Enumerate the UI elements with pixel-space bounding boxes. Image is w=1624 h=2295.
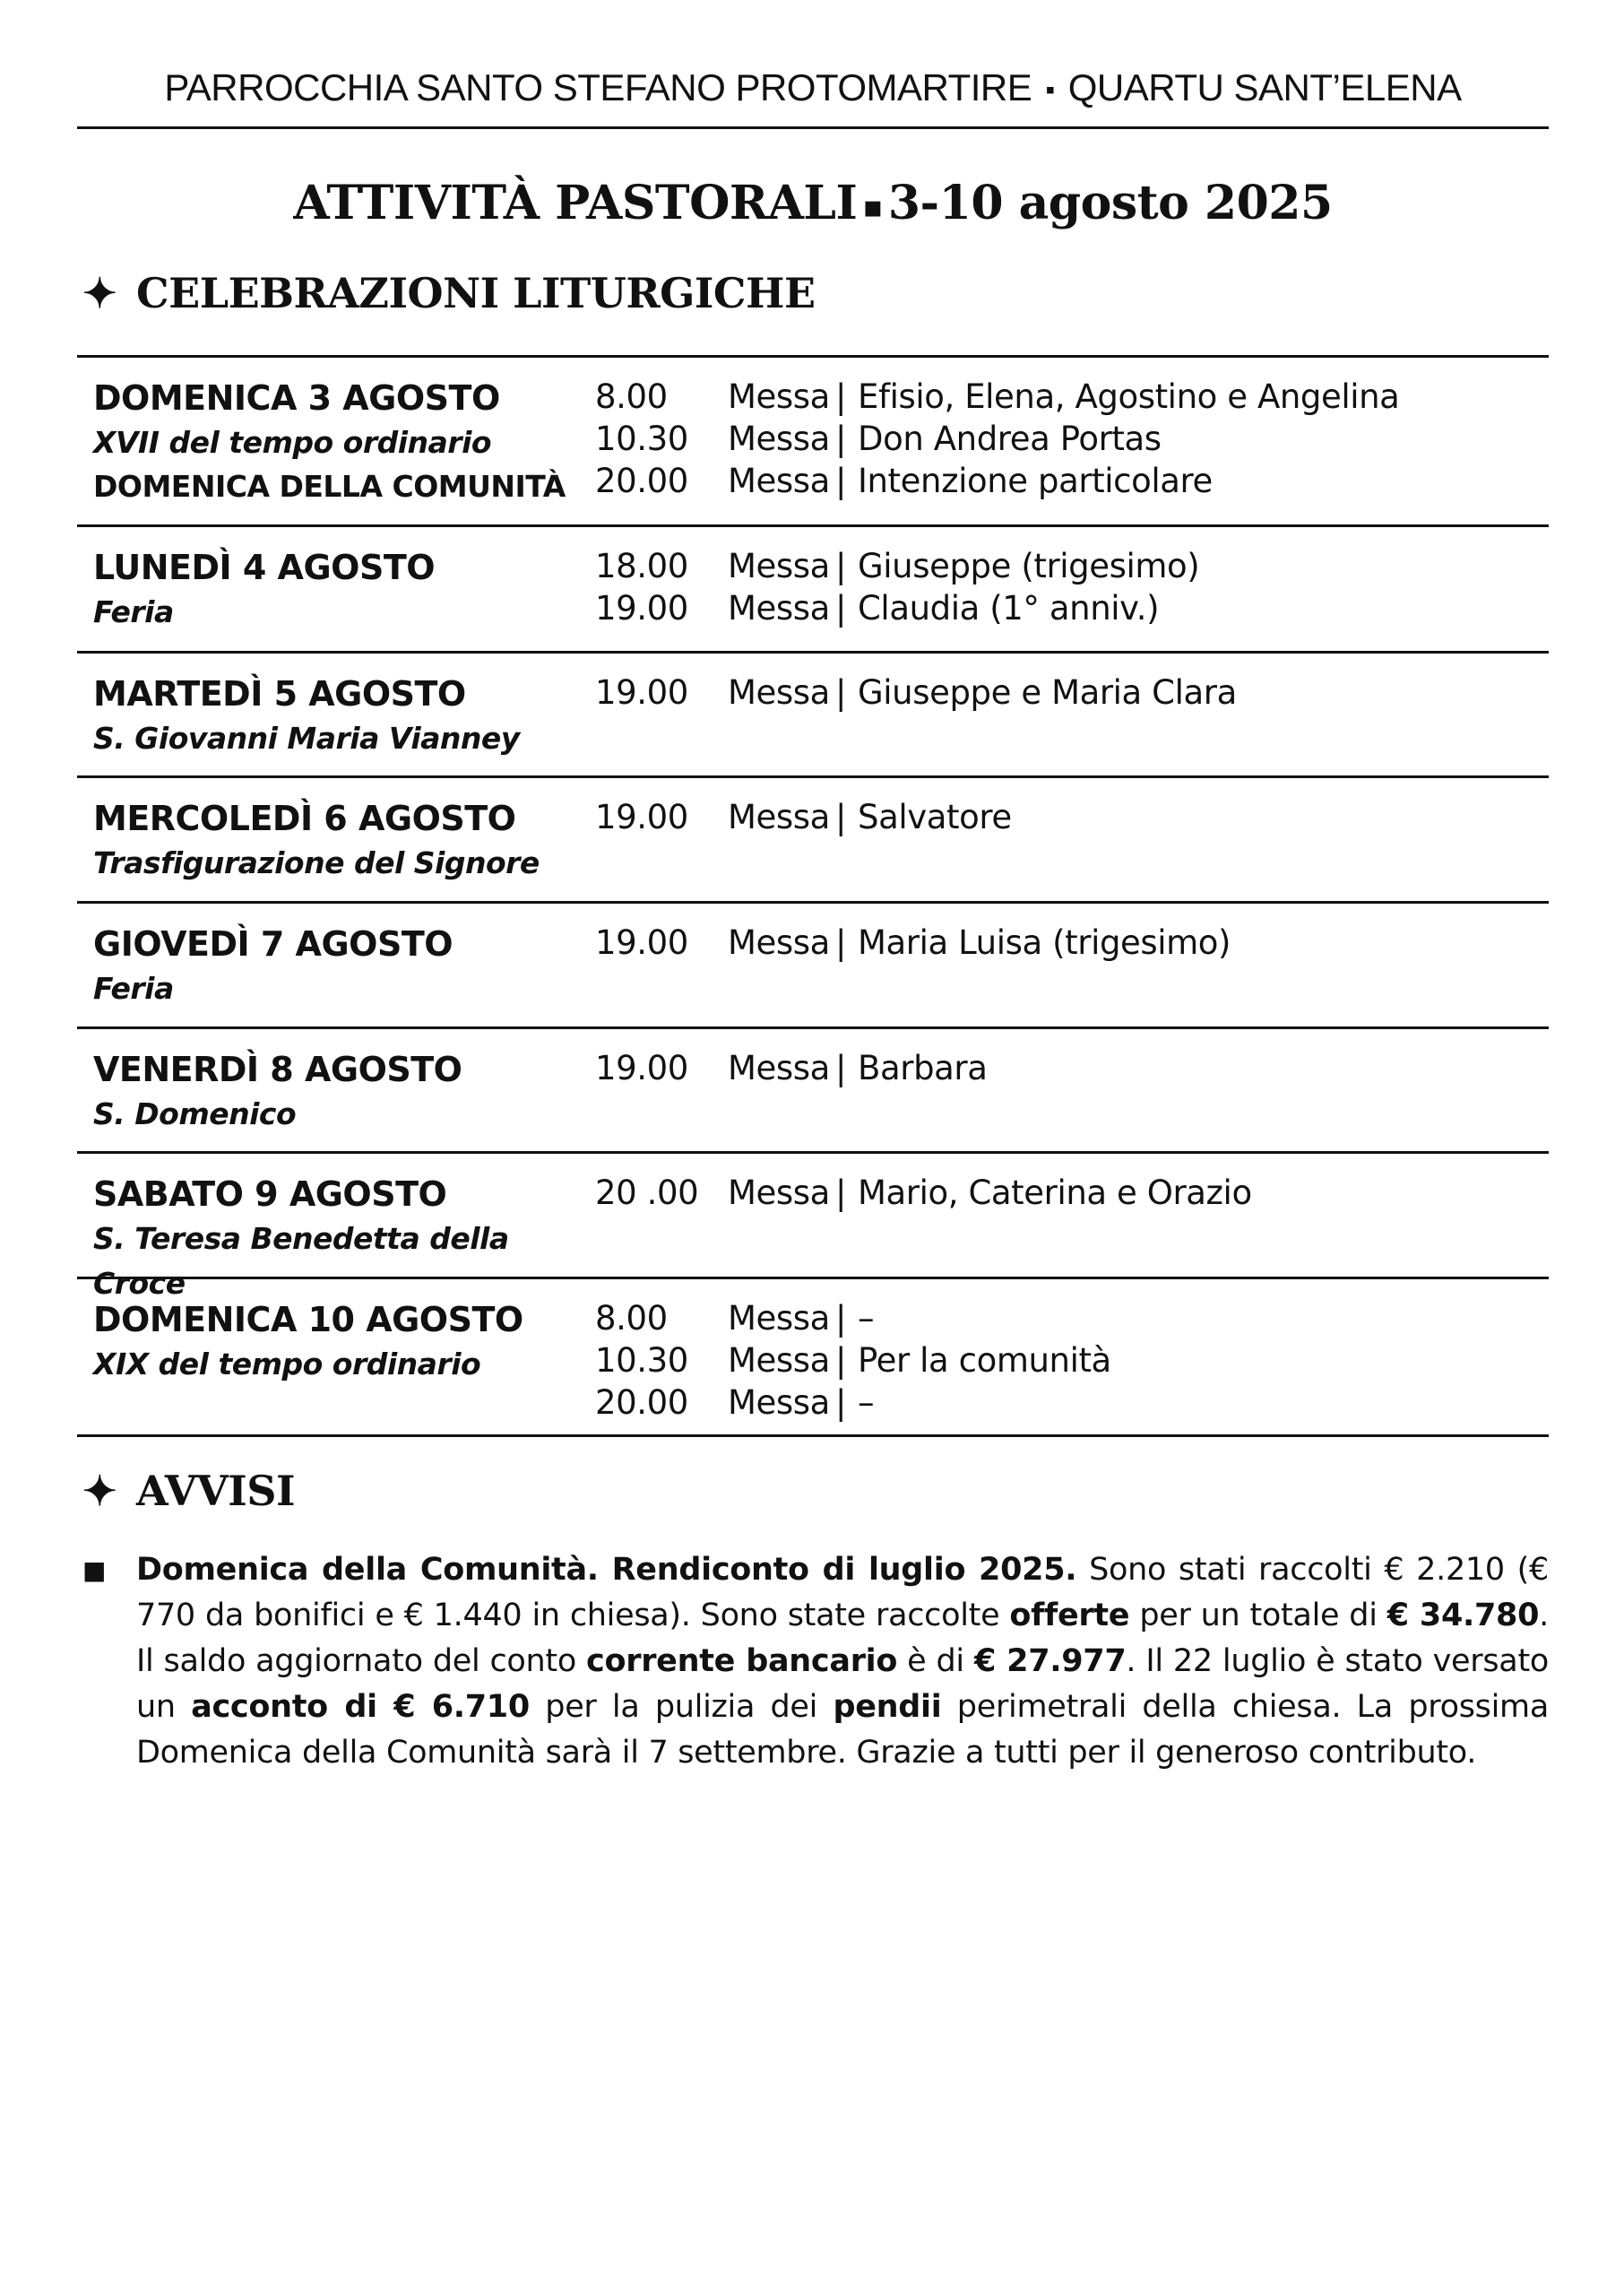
mass-time: 19.00 [595, 1049, 688, 1087]
section-heading-notices [82, 1467, 295, 1515]
day-row [77, 1279, 1549, 1437]
mass-entry [595, 1047, 1549, 1089]
notice-fragment: . Il saldo aggiornato del conto [136, 1598, 1549, 1679]
divider: | [835, 462, 847, 500]
mass-intention: Mario, Caterina e Orazio [858, 1173, 1252, 1212]
notice-fragment: è di [897, 1643, 974, 1679]
day-name: GIOVEDÌ 7 AGOSTO [93, 924, 454, 964]
mass-time: 18.00 [595, 547, 688, 585]
liturgical-day: S. Domenico [93, 1096, 297, 1131]
square-bullet-icon: ■ [82, 1555, 107, 1585]
day-row [77, 904, 1549, 1029]
title-dates: 3-10 agosto 2025 [887, 176, 1333, 230]
liturgical-day: S. Giovanni Maria Vianney [93, 721, 520, 756]
divider: | [835, 547, 847, 585]
mass-entry [595, 418, 1549, 460]
mass-intention: Per la comunità [858, 1341, 1111, 1380]
liturgical-day: XVII del tempo ordinario [93, 425, 492, 460]
liturgical-day: Feria [93, 594, 174, 629]
mass-intention: Salvatore [858, 798, 1012, 836]
liturgical-day: XIX del tempo ordinario [93, 1347, 481, 1381]
mass-intention: – [858, 1299, 875, 1338]
mass-type: Messa [728, 673, 830, 712]
mass-list [595, 1047, 1549, 1151]
mass-type: Messa [728, 1383, 830, 1422]
mass-type: Messa [728, 420, 830, 458]
offerings-label: offerte [1009, 1598, 1130, 1633]
mass-entry [595, 587, 1549, 629]
day-row [77, 654, 1549, 778]
parish-header [77, 56, 1549, 129]
mass-entry [595, 545, 1549, 587]
mass-time: 8.00 [595, 1299, 668, 1338]
day-info [77, 796, 595, 901]
mass-type: Messa [728, 923, 830, 962]
mass-intention: Giuseppe e Maria Clara [858, 673, 1237, 712]
notice-heading: Domenica della Comunità. Rendiconto di luglio 2025. [136, 1552, 1077, 1588]
mass-list [595, 671, 1549, 775]
divider: | [835, 673, 847, 712]
mass-time: 19.00 [595, 923, 688, 962]
divider: | [835, 377, 847, 416]
mass-time: 10.30 [595, 1341, 688, 1380]
divider: | [835, 420, 847, 458]
mass-intention: Barbara [858, 1049, 988, 1087]
deposit-amount: acconto di € 6.710 [191, 1689, 530, 1725]
day-info [77, 1047, 595, 1151]
mass-list [595, 1297, 1549, 1434]
day-info [77, 545, 595, 651]
day-name: DOMENICA 10 AGOSTO [93, 1300, 523, 1339]
day-note: DOMENICA DELLA COMUNITÀ [93, 469, 566, 504]
day-info [77, 922, 595, 1026]
day-row [77, 1029, 1549, 1154]
mass-time: 20 .00 [595, 1173, 699, 1212]
notice-fragment: per la pulizia dei [529, 1689, 834, 1725]
notice-fragment: per un totale di [1129, 1598, 1387, 1633]
day-info [77, 1172, 595, 1301]
star-icon: ✦ [82, 1467, 117, 1515]
mass-list [595, 796, 1549, 901]
divider: | [835, 589, 847, 628]
mass-type: Messa [728, 798, 830, 836]
day-row [77, 358, 1549, 527]
section-heading-celebrations [82, 269, 816, 317]
bank-account-label: corrente bancario [586, 1643, 898, 1679]
day-name: LUNEDÌ 4 AGOSTO [93, 548, 436, 587]
day-row [77, 778, 1549, 904]
mass-intention: Maria Luisa (trigesimo) [858, 923, 1231, 962]
section-title: CELEBRAZIONI LITURGICHE [136, 269, 816, 317]
mass-entry [595, 1297, 1549, 1339]
title-separator: ▪ [862, 188, 883, 225]
title-main: ATTIVITÀ PASTORALI [293, 176, 858, 230]
mass-type: Messa [728, 1049, 830, 1087]
mass-type: Messa [728, 1173, 830, 1212]
notice-fragment: . Il 22 luglio è stato versato un [136, 1643, 1549, 1725]
notice-fragment: in chiesa). Sono state raccolte [522, 1598, 1010, 1633]
city-name: QUARTU SANT’ELENA [1067, 66, 1462, 108]
page-title [77, 176, 1549, 230]
total-amount: € 34.780 [1386, 1598, 1540, 1633]
mass-entry [595, 922, 1549, 964]
day-name: DOMENICA 3 AGOSTO [93, 378, 500, 418]
day-row [77, 1154, 1549, 1301]
balance-amount: € 27.977 [973, 1643, 1127, 1679]
mass-entry [595, 460, 1549, 502]
mass-entry [595, 671, 1549, 714]
divider: | [835, 1299, 847, 1338]
mass-type: Messa [728, 1341, 830, 1380]
divider: | [835, 1173, 847, 1212]
notice-text [136, 1547, 1549, 1776]
liturgical-day: S. Teresa Benedetta della Croce [93, 1221, 509, 1301]
mass-time: 19.00 [595, 673, 688, 712]
mass-time: 20.00 [595, 1383, 688, 1422]
liturgical-day: Feria [93, 971, 174, 1006]
mass-time: 10.30 [595, 420, 688, 458]
notice-item [82, 1547, 1549, 1776]
divider: | [835, 798, 847, 836]
mass-list [595, 545, 1549, 651]
mass-intention: Efisio, Elena, Agostino e Angelina [858, 377, 1400, 416]
mass-entry [595, 1381, 1549, 1424]
mass-time: 8.00 [595, 377, 668, 416]
mass-type: Messa [728, 589, 830, 628]
mass-list [595, 376, 1549, 524]
mass-entry [595, 796, 1549, 838]
notice-fragment: Sono stati raccolti [1076, 1552, 1385, 1588]
mass-time: 19.00 [595, 589, 688, 628]
divider: | [835, 923, 847, 962]
notice-fragment: da bonifici e [194, 1598, 404, 1633]
day-name: MARTEDÌ 5 AGOSTO [93, 674, 466, 714]
notice-fragment: perimetrali della chiesa. La prossima Domenica della Comunità sarà il 7 settembre. Grazie a tutti per il generoso contributo. [136, 1689, 1549, 1771]
liturgical-schedule-table [77, 355, 1549, 1437]
notice-fragment: ( [1504, 1552, 1530, 1588]
divider: | [835, 1341, 847, 1380]
day-info [77, 376, 595, 524]
header-separator: ▪ [1045, 74, 1055, 105]
day-name: MERCOLEDÌ 6 AGOSTO [93, 799, 516, 838]
mass-entry [595, 1339, 1549, 1381]
day-name: SABATO 9 AGOSTO [93, 1174, 447, 1214]
mass-intention: – [858, 1383, 875, 1422]
mass-time: 20.00 [595, 462, 688, 500]
mass-entry [595, 1172, 1549, 1214]
slopes-label: pendii [833, 1689, 942, 1725]
divider: | [835, 1049, 847, 1087]
mass-type: Messa [728, 547, 830, 585]
mass-type: Messa [728, 377, 830, 416]
mass-type: Messa [728, 462, 830, 500]
mass-list [595, 1172, 1549, 1277]
mass-intention: Intenzione particolare [858, 462, 1213, 500]
divider: | [835, 1383, 847, 1422]
mass-entry [595, 376, 1549, 418]
mass-list [595, 922, 1549, 1026]
mass-intention: Giuseppe (trigesimo) [858, 547, 1200, 585]
liturgical-day: Trasfigurazione del Signore [93, 845, 540, 880]
day-name: VENERDÌ 8 AGOSTO [93, 1050, 462, 1089]
day-info [77, 1297, 595, 1434]
amount-collected: € 2.210 [1384, 1552, 1505, 1588]
parish-name: PARROCCHIA SANTO STEFANO PROTOMARTIRE [164, 66, 1032, 108]
section-title: AVVISI [136, 1467, 296, 1515]
amount-transfers: € 770 [136, 1552, 1549, 1633]
mass-intention: Don Andrea Portas [858, 420, 1162, 458]
star-icon: ✦ [82, 269, 117, 317]
amount-church: € 1.440 [403, 1598, 523, 1633]
mass-time: 19.00 [595, 798, 688, 836]
day-row [77, 527, 1549, 654]
mass-intention: Claudia (1° anniv.) [858, 589, 1160, 628]
day-info [77, 671, 595, 775]
mass-type: Messa [728, 1299, 830, 1338]
